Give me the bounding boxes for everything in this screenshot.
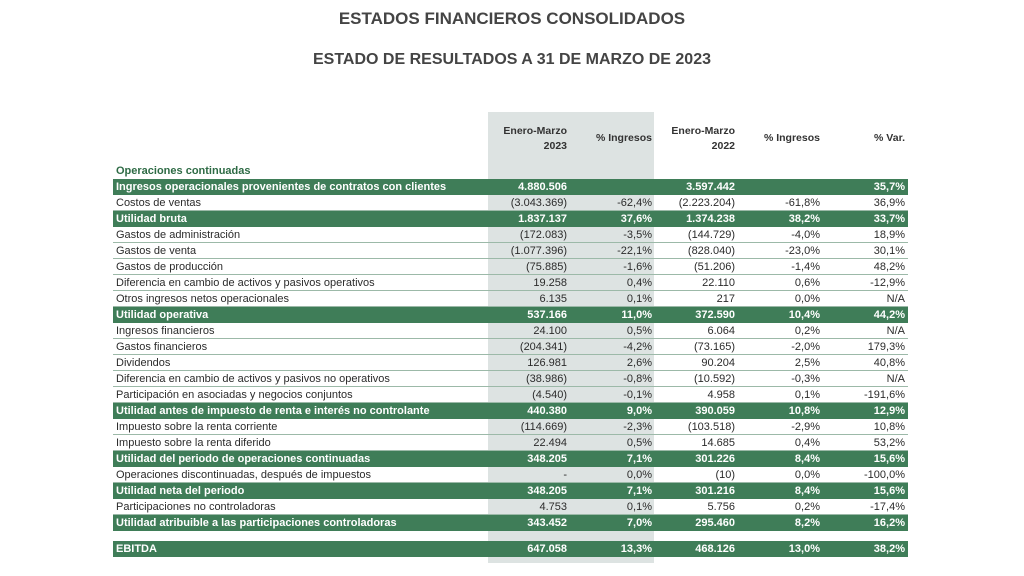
row-label: Gastos de administración bbox=[116, 229, 241, 241]
row-label: Gastos financieros bbox=[116, 341, 208, 353]
table-row-total bbox=[113, 403, 908, 419]
table-row bbox=[113, 323, 908, 339]
row-label: Participación en asociadas y negocios conjuntos bbox=[116, 389, 353, 401]
pct-ingresos-2023: -22,1% bbox=[617, 245, 652, 257]
row-label: Utilidad operativa bbox=[116, 309, 209, 321]
row-label: Utilidad atribuible a las participaciones controladoras bbox=[116, 517, 397, 529]
pct-ingresos-2022: -61,8% bbox=[785, 197, 820, 209]
row-label: Utilidad antes de impuesto de renta e interés no controlante bbox=[116, 405, 430, 417]
pct-ingresos-2022: 0,2% bbox=[794, 501, 820, 513]
pct-var: 12,9% bbox=[873, 405, 905, 417]
pct-var: 15,6% bbox=[873, 485, 905, 497]
row-label: Gastos de producción bbox=[116, 261, 224, 273]
pct-var: 38,2% bbox=[873, 543, 905, 555]
pct-ingresos-2023: 7,0% bbox=[626, 517, 652, 529]
table-row-total bbox=[113, 541, 908, 557]
pct-var: 16,2% bbox=[873, 517, 905, 529]
value-2023: 126.981 bbox=[527, 357, 567, 369]
value-2022: (73.165) bbox=[694, 341, 735, 353]
pct-var: 35,7% bbox=[873, 181, 905, 193]
header-col1-line1: Enero-Marzo bbox=[503, 125, 567, 137]
pct-ingresos-2023: 9,0% bbox=[626, 405, 652, 417]
table-body bbox=[113, 179, 908, 557]
value-2023: 343.452 bbox=[527, 517, 567, 529]
value-2022: 14.685 bbox=[701, 437, 735, 449]
value-2022: (2.223.204) bbox=[678, 197, 735, 209]
pct-ingresos-2023: 7,1% bbox=[626, 485, 652, 497]
pct-ingresos-2023: 0,5% bbox=[626, 437, 652, 449]
value-2022: (10.592) bbox=[694, 373, 735, 385]
value-2022: (10) bbox=[715, 469, 735, 481]
value-2022: 6.064 bbox=[707, 325, 735, 337]
pct-ingresos-2023: 2,6% bbox=[626, 357, 652, 369]
pct-ingresos-2022: 38,2% bbox=[788, 213, 820, 225]
pct-ingresos-2022: 0,1% bbox=[794, 389, 820, 401]
pct-ingresos-2023: 0,0% bbox=[626, 469, 652, 481]
pct-ingresos-2023: 11,0% bbox=[621, 309, 652, 321]
pct-ingresos-2022: 13,0% bbox=[788, 543, 820, 555]
row-label: Operaciones discontinuadas, después de impuestos bbox=[116, 469, 371, 481]
pct-var: 48,2% bbox=[873, 261, 905, 273]
value-2023: 440.380 bbox=[527, 405, 567, 417]
row-label: Otros ingresos netos operacionales bbox=[116, 293, 290, 305]
pct-ingresos-2022: 8,4% bbox=[794, 453, 820, 465]
pct-ingresos-2023: -0,1% bbox=[623, 389, 652, 401]
row-label: Utilidad del periodo de operaciones continuadas bbox=[116, 453, 371, 465]
table-header bbox=[113, 116, 908, 164]
pct-ingresos-2022: -1,4% bbox=[791, 261, 820, 273]
pct-ingresos-2023: 0,5% bbox=[626, 325, 652, 337]
row-label: Dividendos bbox=[116, 357, 171, 369]
pct-ingresos-2023: 37,6% bbox=[620, 213, 652, 225]
table-row-total bbox=[113, 211, 908, 227]
pct-ingresos-2022: 0,2% bbox=[794, 325, 820, 337]
pct-ingresos-2023: -1,6% bbox=[623, 261, 652, 273]
value-2023: 24.100 bbox=[533, 325, 567, 337]
pct-ingresos-2023: -2,3% bbox=[623, 421, 652, 433]
value-2023: (204.341) bbox=[519, 341, 567, 353]
table-row bbox=[113, 435, 908, 451]
value-2023: (172.083) bbox=[519, 229, 567, 241]
pct-ingresos-2022: -0,3% bbox=[791, 373, 820, 385]
value-2023: 348.205 bbox=[527, 453, 567, 465]
row-label: Utilidad neta del periodo bbox=[116, 485, 245, 497]
value-2023: 1.837.137 bbox=[518, 213, 567, 225]
value-2022: 372.590 bbox=[695, 309, 735, 321]
row-label: Participaciones no controladoras bbox=[116, 501, 276, 513]
header-pct-var: % Var. bbox=[874, 132, 905, 144]
pct-var: 40,8% bbox=[873, 357, 905, 369]
value-2022: 301.226 bbox=[695, 453, 735, 465]
row-label: Gastos de venta bbox=[116, 245, 197, 257]
pct-ingresos-2022: 10,4% bbox=[788, 309, 820, 321]
value-2023: (4.540) bbox=[532, 389, 567, 401]
table-row-total bbox=[113, 307, 908, 323]
pct-var: N/A bbox=[886, 373, 905, 385]
pct-var: 179,3% bbox=[867, 341, 905, 353]
value-2023: 647.058 bbox=[527, 543, 567, 555]
table-row-total bbox=[113, 483, 908, 499]
header-enero-marzo-2023 bbox=[487, 124, 567, 154]
value-2022: 22.110 bbox=[702, 277, 735, 289]
row-label: EBITDA bbox=[116, 543, 157, 555]
value-2022: 295.460 bbox=[695, 517, 735, 529]
row-label: Diferencia en cambio de activos y pasivos operativos bbox=[116, 277, 375, 289]
pct-var: 15,6% bbox=[873, 453, 905, 465]
value-2022: 390.059 bbox=[695, 405, 735, 417]
value-2023: 537.166 bbox=[527, 309, 567, 321]
value-2023: 22.494 bbox=[533, 437, 567, 449]
header-pct-ingresos-2023: % Ingresos bbox=[595, 132, 652, 144]
pct-ingresos-2023: 13,3% bbox=[620, 543, 652, 555]
pct-var: 18,9% bbox=[873, 229, 905, 241]
table-row bbox=[113, 195, 908, 211]
table-row bbox=[113, 291, 908, 307]
pct-ingresos-2023: -4,2% bbox=[623, 341, 652, 353]
pct-var: N/A bbox=[886, 325, 905, 337]
section-label-text: Operaciones continuadas bbox=[116, 165, 251, 177]
value-2022: 5.756 bbox=[707, 501, 735, 513]
row-label: Impuesto sobre la renta corriente bbox=[116, 421, 278, 433]
table-row bbox=[113, 275, 908, 291]
header-col3-line1: Enero-Marzo bbox=[671, 125, 735, 137]
document-subtitle: ESTADO DE RESULTADOS A 31 DE MARZO DE 2023 bbox=[313, 51, 711, 68]
value-2023: 4.753 bbox=[539, 501, 567, 513]
pct-ingresos-2023: 7,1% bbox=[626, 453, 652, 465]
pct-ingresos-2022: 0,0% bbox=[794, 293, 820, 305]
header-enero-marzo-2022 bbox=[653, 124, 735, 154]
value-2023: 348.205 bbox=[527, 485, 567, 497]
value-2023: (38.986) bbox=[526, 373, 567, 385]
value-2023: (75.885) bbox=[526, 261, 567, 273]
pct-var: -12,9% bbox=[870, 277, 905, 289]
header-col3-line2: 2022 bbox=[711, 140, 735, 152]
table-row bbox=[113, 467, 908, 483]
pct-ingresos-2023: 0,1% bbox=[626, 293, 652, 305]
pct-var: 30,1% bbox=[873, 245, 905, 257]
value-2022: 217 bbox=[716, 293, 735, 305]
value-2022: (144.729) bbox=[687, 229, 735, 241]
pct-var: -100,0% bbox=[864, 469, 905, 481]
row-label: Diferencia en cambio de activos y pasivos no operativos bbox=[116, 373, 390, 385]
table-row bbox=[113, 371, 908, 387]
pct-ingresos-2022: 8,4% bbox=[794, 485, 820, 497]
value-2022: 4.958 bbox=[707, 389, 735, 401]
pct-var: 33,7% bbox=[873, 213, 905, 225]
pct-ingresos-2023: -62,4% bbox=[617, 197, 652, 209]
table-row bbox=[113, 227, 908, 243]
pct-ingresos-2022: -23,0% bbox=[785, 245, 820, 257]
row-label: Ingresos financieros bbox=[116, 325, 215, 337]
pct-var: 53,2% bbox=[873, 437, 905, 449]
section-label bbox=[113, 164, 908, 179]
pct-ingresos-2022: -2,0% bbox=[791, 341, 820, 353]
table-row bbox=[113, 499, 908, 515]
table-row bbox=[113, 339, 908, 355]
value-2022: 301.216 bbox=[695, 485, 735, 497]
row-label: Utilidad bruta bbox=[116, 213, 187, 225]
value-2023: (114.669) bbox=[520, 421, 567, 433]
document-title: ESTADOS FINANCIEROS CONSOLIDADOS bbox=[338, 9, 686, 28]
value-2023: 4.880.506 bbox=[518, 181, 567, 193]
pct-ingresos-2022: -4,0% bbox=[791, 229, 820, 241]
table-row bbox=[113, 259, 908, 275]
pct-var: 44,2% bbox=[873, 309, 905, 321]
header-pct-ingresos-2022: % Ingresos bbox=[763, 132, 820, 144]
value-2023: 6.135 bbox=[539, 293, 567, 305]
value-2022: (51.206) bbox=[694, 261, 735, 273]
table-row bbox=[113, 419, 908, 435]
table-spacer bbox=[113, 531, 908, 541]
table-row-total bbox=[113, 515, 908, 531]
pct-var: -191,6% bbox=[864, 389, 905, 401]
pct-ingresos-2022: -2,9% bbox=[791, 421, 820, 433]
value-2022: 1.374.238 bbox=[686, 213, 735, 225]
pct-ingresos-2022: 8,2% bbox=[794, 517, 820, 529]
pct-ingresos-2023: -0,8% bbox=[623, 373, 652, 385]
header-col1-line2: 2023 bbox=[543, 140, 567, 152]
pct-ingresos-2022: 0,6% bbox=[794, 277, 820, 289]
row-label: Costos de ventas bbox=[116, 197, 201, 209]
pct-ingresos-2023: 0,4% bbox=[626, 277, 652, 289]
value-2022: 3.597.442 bbox=[686, 181, 735, 193]
table-row-total bbox=[113, 179, 908, 195]
value-2022: 468.126 bbox=[695, 543, 735, 555]
pct-var: N/A bbox=[886, 293, 905, 305]
value-2023: - bbox=[563, 469, 567, 481]
pct-ingresos-2023: 0,1% bbox=[626, 501, 652, 513]
table-row bbox=[113, 243, 908, 259]
value-2023: 19.258 bbox=[533, 277, 567, 289]
value-2023: (3.043.369) bbox=[510, 197, 567, 209]
income-statement-table bbox=[113, 116, 908, 557]
pct-var: 36,9% bbox=[873, 197, 905, 209]
table-row bbox=[113, 355, 908, 371]
pct-ingresos-2022: 0,4% bbox=[794, 437, 820, 449]
value-2022: 90.204 bbox=[701, 357, 735, 369]
pct-var: -17,4% bbox=[870, 501, 905, 513]
row-label: Impuesto sobre la renta diferido bbox=[116, 437, 271, 449]
value-2022: (828.040) bbox=[687, 245, 735, 257]
table-row-total bbox=[113, 451, 908, 467]
pct-ingresos-2022: 10,8% bbox=[788, 405, 820, 417]
pct-ingresos-2023: -3,5% bbox=[623, 229, 652, 241]
pct-ingresos-2022: 2,5% bbox=[794, 357, 820, 369]
value-2023: (1.077.396) bbox=[510, 245, 567, 257]
pct-var: 10,8% bbox=[873, 421, 905, 433]
pct-ingresos-2022: 0,0% bbox=[794, 469, 820, 481]
table-row bbox=[113, 387, 908, 403]
value-2022: (103.518) bbox=[687, 421, 735, 433]
row-label: Ingresos operacionales provenientes de contratos con clientes bbox=[116, 181, 447, 193]
